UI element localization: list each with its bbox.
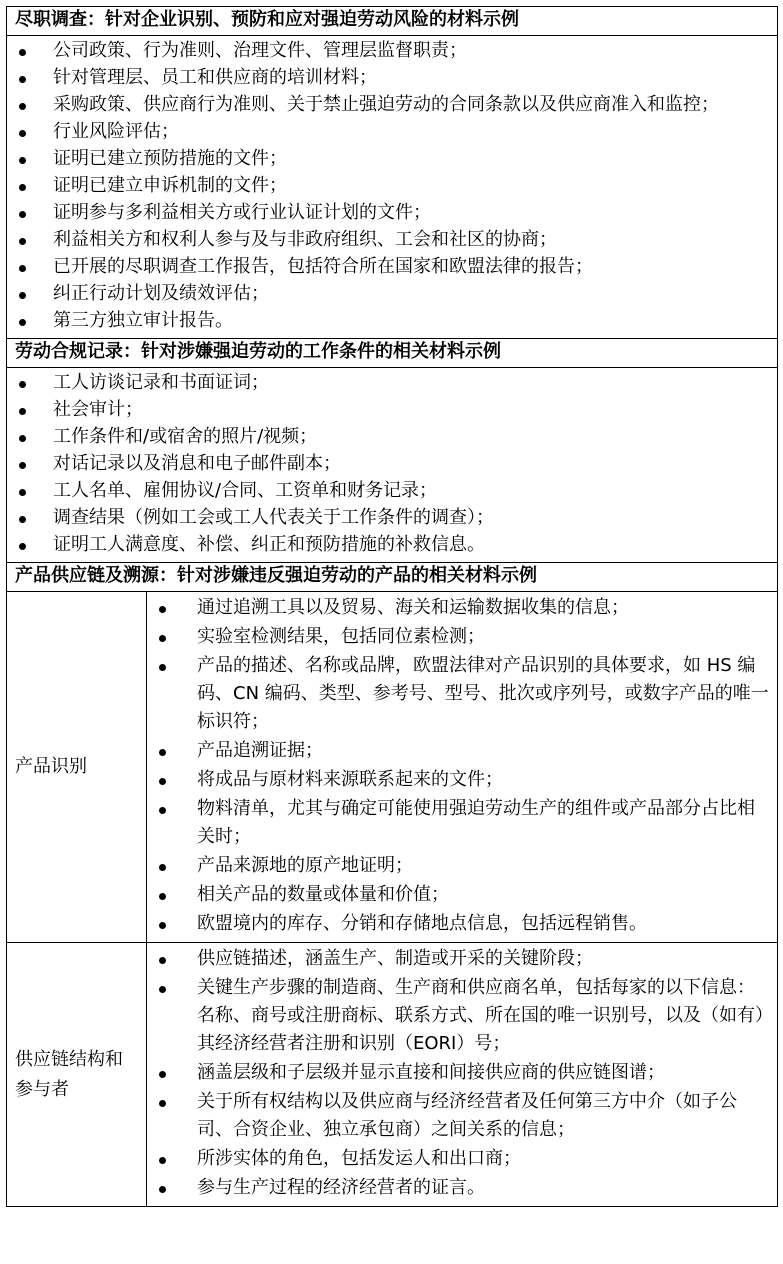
list-item — [151, 974, 771, 1058]
list-item — [151, 594, 771, 622]
bullet-icon — [159, 922, 166, 929]
list-item-text: 通过追溯工具以及贸易、海关和运输数据收集的信息； — [197, 597, 629, 618]
list-item — [15, 200, 773, 226]
section-header-row — [7, 563, 778, 592]
list-item — [151, 623, 771, 651]
list-item — [151, 766, 771, 794]
list-item-text: 涵盖层级和子层级并显示直接和间接供应商的供应链图谱； — [197, 1062, 665, 1083]
bullet-icon — [19, 265, 26, 272]
list-item-text: 工作条件和/或宿舍的照片/视频； — [53, 426, 318, 447]
list-item — [151, 881, 771, 909]
list-item — [15, 397, 773, 423]
bullet-icon — [159, 986, 166, 993]
list-item — [15, 65, 773, 91]
list-item — [15, 92, 773, 118]
list-item-text: 第三方独立审计报告。 — [53, 310, 233, 331]
bullet-icon — [19, 543, 26, 550]
bullet-icon — [19, 319, 26, 326]
bullet-icon — [159, 1100, 166, 1107]
bullet-list — [151, 594, 771, 938]
list-item-text: 证明参与多利益相关方或行业认证计划的文件； — [53, 202, 431, 223]
bullet-icon — [159, 893, 166, 900]
list-item-text: 针对管理层、员工和供应商的培训材料； — [53, 67, 377, 88]
bullet-icon — [159, 749, 166, 756]
list-item — [15, 146, 773, 172]
bullet-icon — [159, 778, 166, 785]
list-item-text: 利益相关方和权利人参与及与非政府组织、工会和社区的协商； — [53, 229, 557, 250]
list-item — [151, 652, 771, 736]
section-list-cell — [7, 368, 778, 563]
bullet-icon — [19, 130, 26, 137]
list-item — [15, 370, 773, 396]
section-body-row — [7, 36, 778, 339]
bullet-icon — [19, 435, 26, 442]
list-item — [151, 795, 771, 851]
list-item-text: 纠正行动计划及绩效评估； — [53, 283, 269, 304]
section-list-cell — [7, 36, 778, 339]
subsection-label: 产品识别 — [7, 592, 147, 943]
list-item-text: 行业风险评估； — [53, 121, 179, 142]
section-body-row — [7, 368, 778, 563]
bullet-icon — [19, 238, 26, 245]
list-item — [151, 1145, 771, 1173]
bullet-icon — [19, 76, 26, 83]
list-item — [15, 451, 773, 477]
list-item-text: 产品的描述、名称或品牌，欧盟法律对产品识别的具体要求，如 HS 编码、CN 编码、类型、参考号、型号、批次或序列号，或数字产品的唯一标识符； — [197, 655, 769, 732]
bullet-icon — [19, 381, 26, 388]
list-item-text: 实验室检测结果，包括同位素检测； — [197, 626, 485, 647]
subsection-list-cell — [147, 592, 778, 943]
bullet-icon — [19, 462, 26, 469]
list-item-text: 工人访谈记录和书面证词； — [53, 372, 269, 393]
list-item — [15, 119, 773, 145]
section-header-row — [7, 339, 778, 368]
list-item-text: 参与生产过程的经济经营者的证言。 — [197, 1177, 485, 1198]
list-item-text: 采购政策、供应商行为准则、关于禁止强迫劳动的合同条款以及供应商准入和监控； — [53, 94, 719, 115]
list-item-text: 产品来源地的原产地证明； — [197, 855, 413, 876]
bullet-icon — [19, 103, 26, 110]
list-item — [15, 532, 773, 558]
list-item — [15, 424, 773, 450]
section-header-row — [7, 7, 778, 36]
bullet-icon — [19, 292, 26, 299]
list-item-text: 欧盟境内的库存、分销和存储地点信息，包括远程销售。 — [197, 913, 647, 934]
list-item — [15, 173, 773, 199]
bullet-icon — [19, 489, 26, 496]
list-item — [151, 1088, 771, 1144]
list-item-text: 公司政策、行为准则、治理文件、管理层监督职责； — [53, 40, 467, 61]
bullet-icon — [19, 516, 26, 523]
subsection-row — [7, 592, 778, 943]
list-item-text: 将成品与原材料来源联系起来的文件； — [197, 769, 503, 790]
list-item — [15, 38, 773, 64]
bullet-icon — [159, 957, 166, 964]
list-item — [15, 308, 773, 334]
bullet-list — [151, 945, 771, 1202]
bullet-icon — [159, 864, 166, 871]
bullet-icon — [19, 184, 26, 191]
section-title: 劳动合规记录：针对涉嫌强迫劳动的工作条件的相关材料示例 — [7, 339, 778, 368]
list-item-text: 相关产品的数量或体量和价值； — [197, 884, 449, 905]
list-item-text: 对话记录以及消息和电子邮件副本； — [53, 453, 341, 474]
list-item — [15, 478, 773, 504]
bullet-icon — [159, 1071, 166, 1078]
list-item — [15, 505, 773, 531]
list-item-text: 关于所有权结构以及供应商与经济经营者及任何第三方中介（如子公司、合资企业、独立承包商）之间关系的信息； — [197, 1091, 737, 1140]
list-item — [151, 737, 771, 765]
list-item-text: 社会审计； — [53, 399, 143, 420]
bullet-icon — [159, 606, 166, 613]
section-title: 产品供应链及溯源：针对涉嫌违反强迫劳动的产品的相关材料示例 — [7, 563, 778, 592]
list-item — [151, 1174, 771, 1202]
bullet-icon — [159, 1186, 166, 1193]
subsection-label: 供应链结构和参与者 — [7, 943, 147, 1207]
list-item — [151, 945, 771, 973]
bullet-icon — [159, 807, 166, 814]
list-item-text: 证明已建立申诉机制的文件； — [53, 175, 287, 196]
list-item — [15, 227, 773, 253]
list-item — [151, 910, 771, 938]
list-item-text: 已开展的尽职调查工作报告，包括符合所在国家和欧盟法律的报告； — [53, 256, 593, 277]
list-item-text: 调查结果（例如工会或工人代表关于工作条件的调查）； — [53, 507, 494, 528]
list-item-text: 证明工人满意度、补偿、纠正和预防措施的补救信息。 — [53, 534, 485, 555]
subsection-row — [7, 943, 778, 1207]
list-item — [151, 1059, 771, 1087]
list-item — [15, 254, 773, 280]
bullet-list — [15, 370, 773, 558]
subsection-list-cell — [147, 943, 778, 1207]
list-item-text: 供应链描述，涵盖生产、制造或开采的关键阶段； — [197, 948, 593, 969]
section-title: 尽职调查：针对企业识别、预防和应对强迫劳动风险的材料示例 — [7, 7, 778, 36]
materials-table — [6, 6, 778, 1207]
list-item-text: 所涉实体的角色，包括发运人和出口商； — [197, 1148, 521, 1169]
list-item-text: 产品追溯证据； — [197, 740, 323, 761]
bullet-icon — [159, 664, 166, 671]
bullet-icon — [19, 408, 26, 415]
list-item-text: 证明已建立预防措施的文件； — [53, 148, 287, 169]
bullet-icon — [19, 211, 26, 218]
bullet-icon — [159, 635, 166, 642]
list-item-text: 关键生产步骤的制造商、生产商和供应商名单，包括每家的以下信息：名称、商号或注册商标、联系方式、所在国的唯一识别号，以及（如有）其经济经营者注册和识别（EORI）号； — [197, 977, 764, 1054]
bullet-icon — [19, 157, 26, 164]
list-item-text: 物料清单，尤其与确定可能使用强迫劳动生产的组件或产品部分占比相关时； — [197, 798, 755, 847]
bullet-list — [15, 38, 773, 334]
list-item — [15, 281, 773, 307]
list-item — [151, 852, 771, 880]
list-item-text: 工人名单、雇佣协议/合同、工资单和财务记录； — [53, 480, 438, 501]
bullet-icon — [159, 1157, 166, 1164]
bullet-icon — [19, 49, 26, 56]
